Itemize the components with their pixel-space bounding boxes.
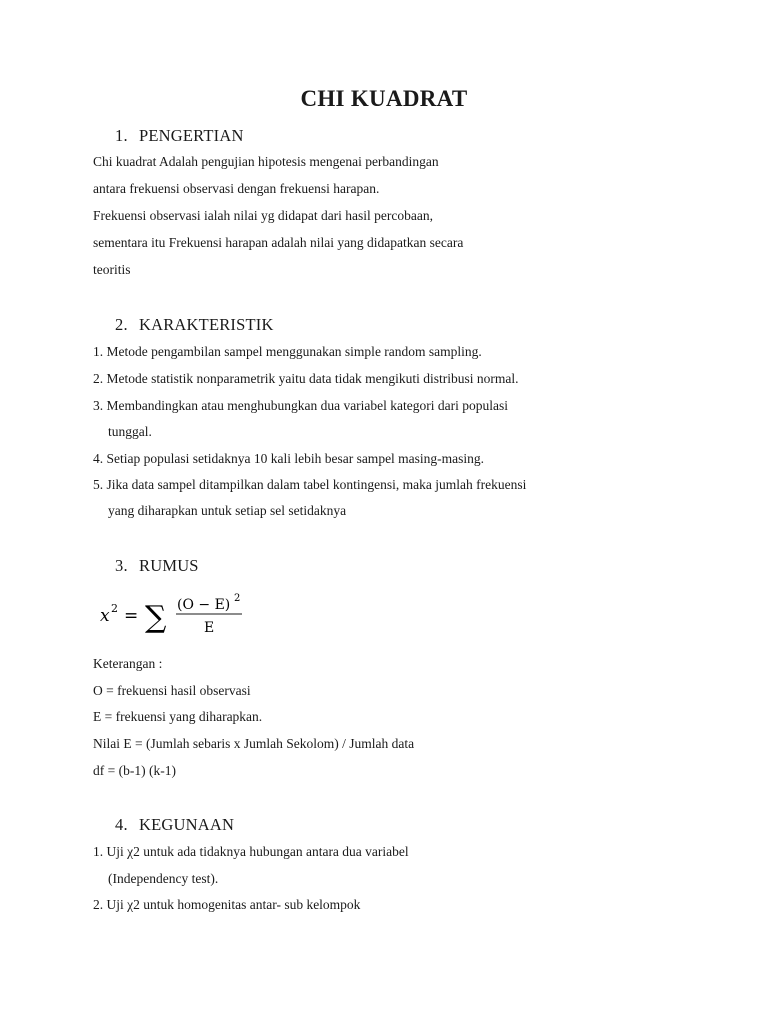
- formula-numerator-exponent: 2: [234, 593, 241, 604]
- section-heading-rumus: [115, 556, 199, 576]
- section-heading-pengertian: [115, 126, 244, 146]
- section-number: 1.: [115, 126, 128, 145]
- section-number: 4.: [115, 815, 128, 834]
- paragraph-line: Nilai E = (Jumlah sebaris x Jumlah Sekolom) / Jumlah data: [93, 736, 415, 751]
- list-item: 4. Setiap populasi setidaknya 10 kali lebih besar sampel masing-masing.: [93, 451, 485, 466]
- list-item: 2. Metode statistik nonparametrik yaitu data tidak mengikuti distribusi normal.: [93, 371, 519, 386]
- formula-denominator: E: [204, 620, 215, 636]
- formula-equals: =: [124, 606, 139, 626]
- list-item: 5. Jika data sampel ditampilkan dalam tabel kontingensi, maka jumlah frekuensi: [93, 477, 527, 492]
- section-title: RUMUS: [139, 556, 199, 575]
- paragraph-line: df = (b-1) (k-1): [93, 763, 176, 778]
- paragraph-line: Frekuensi observasi ialah nilai yg didapat dari hasil percobaan,: [93, 208, 434, 223]
- section-heading-karakteristik: [115, 315, 274, 335]
- list-item: 1. Metode pengambilan sampel menggunakan simple random sampling.: [93, 344, 482, 359]
- formula-graphic: [100, 588, 260, 638]
- section-number: 2.: [115, 315, 128, 334]
- list-item: 3. Membandingkan atau menghubungkan dua variabel kategori dari populasi: [93, 398, 509, 413]
- list-item-continuation: (Independency test).: [108, 871, 219, 886]
- page-title: CHI KUADRAT: [300, 86, 468, 111]
- paragraph-line: Keterangan :: [93, 656, 163, 671]
- paragraph-line: O = frekuensi hasil observasi: [93, 683, 251, 698]
- section-number: 3.: [115, 556, 128, 575]
- sum-symbol: ∑: [145, 600, 167, 635]
- paragraph-line: E = frekuensi yang diharapkan.: [93, 709, 263, 724]
- list-item-continuation: tunggal.: [108, 424, 152, 439]
- paragraph-line: sementara itu Frekuensi harapan adalah nilai yang didapatkan secara: [93, 235, 464, 250]
- formula-lhs: x: [100, 606, 110, 626]
- chi-square-formula: [100, 588, 260, 638]
- paragraph-line: antara frekuensi observasi dengan frekuensi harapan.: [93, 181, 380, 196]
- section-title: KARAKTERISTIK: [139, 315, 274, 334]
- paragraph-line: teoritis: [93, 262, 131, 277]
- paragraph-line: Chi kuadrat Adalah pengujian hipotesis mengenai perbandingan: [93, 154, 439, 169]
- section-title: KEGUNAAN: [139, 815, 235, 834]
- section-title: PENGERTIAN: [139, 126, 244, 145]
- list-item: 2. Uji χ2 untuk homogenitas antar- sub kelompok: [93, 897, 361, 912]
- section-heading-kegunaan: [115, 815, 234, 835]
- formula-numerator: (O − E): [177, 597, 231, 613]
- list-item: 1. Uji χ2 untuk ada tidaknya hubungan antara dua variabel: [93, 844, 409, 859]
- formula-lhs-exponent: 2: [111, 602, 118, 615]
- list-item-continuation: yang diharapkan untuk setiap sel setidaknya: [108, 503, 347, 518]
